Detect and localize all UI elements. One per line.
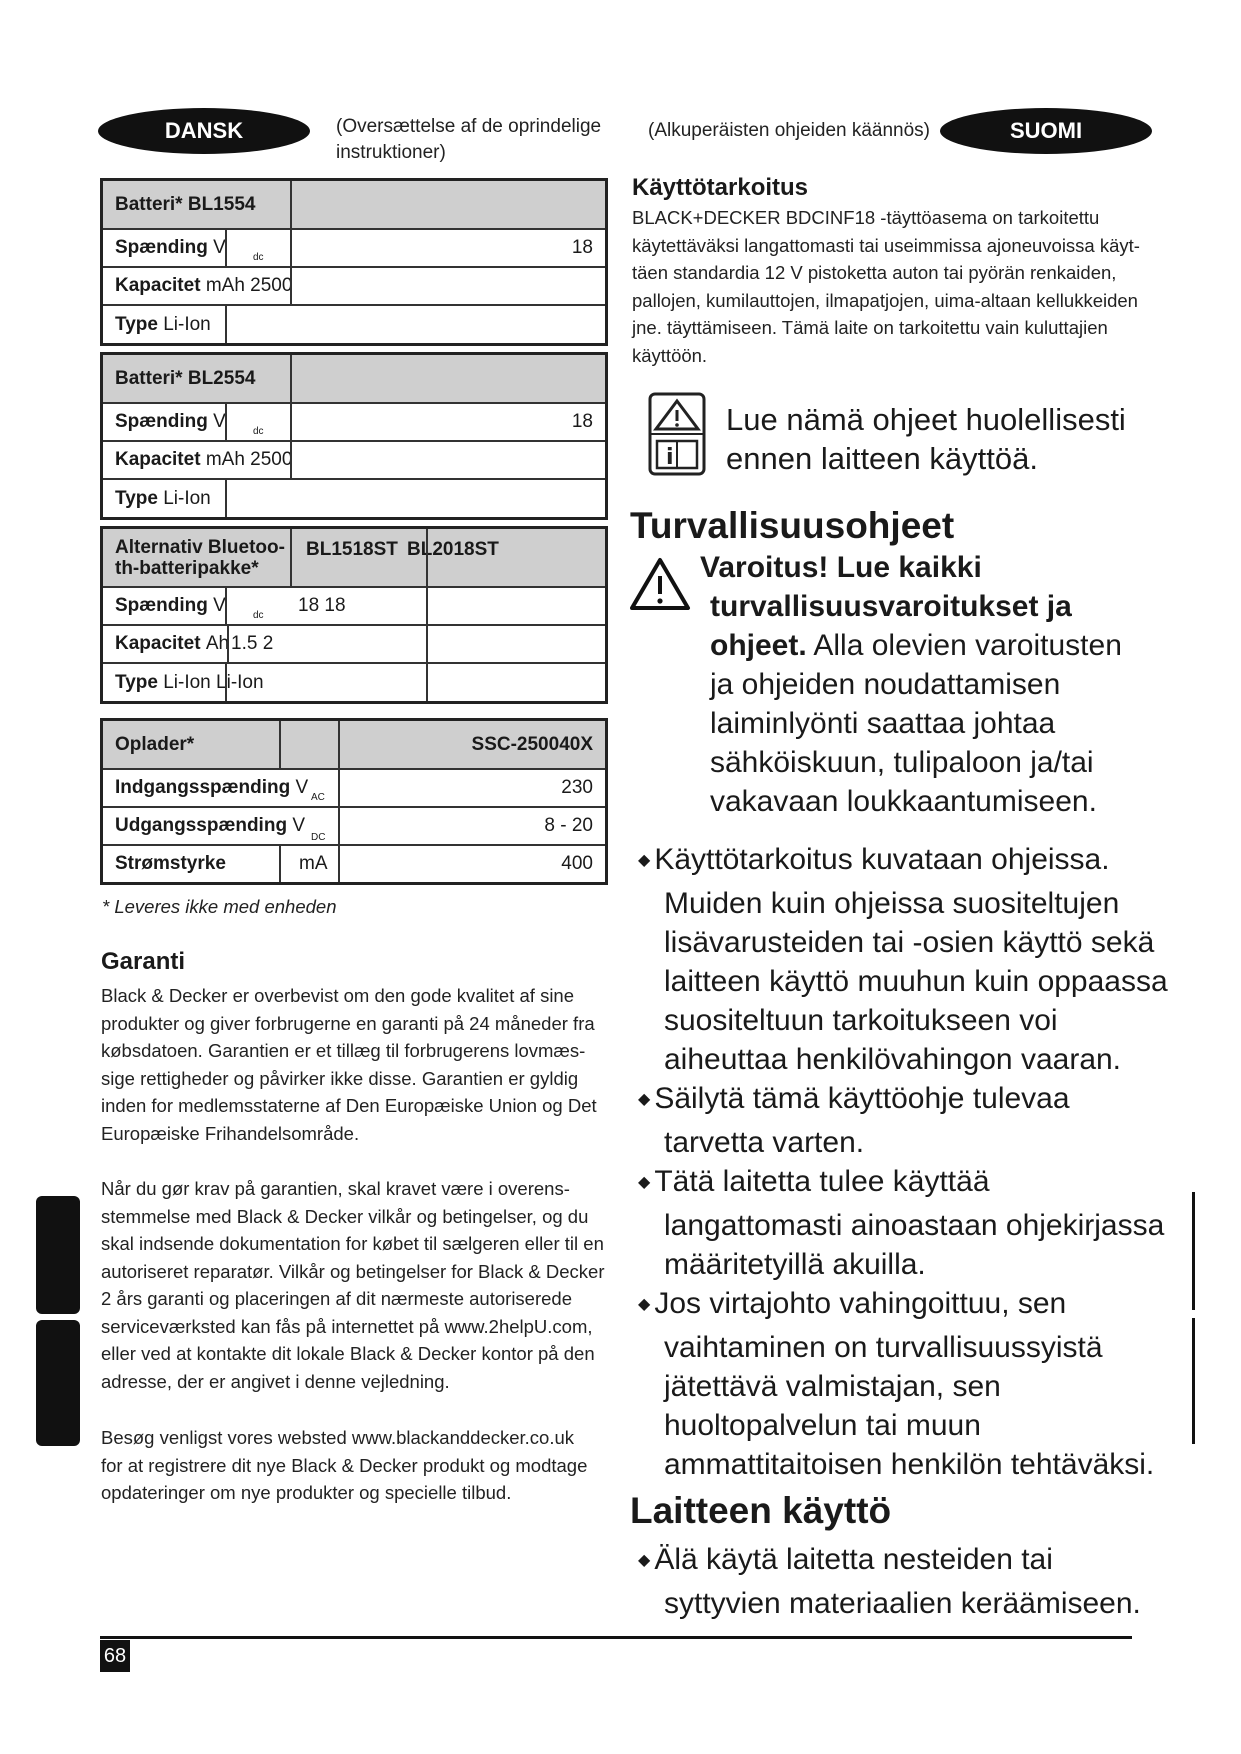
list-item: ◆ Käyttötarkoitus kuvataan ohjeissa. Muiden kuin ohjeissa suositeltujen lisävarusteiden tai -osien käyttö sekä laitteen käyttö muuhun kuin oppaassa suositeltuun tarkoitukseen voi aiheuttaa henkilövahingon vaaran. [638, 843, 1168, 1076]
table-row: Spænding V dc 18 18 [103, 586, 605, 624]
svg-text:i: i [666, 445, 674, 470]
turvallisuus-heading: Turvallisuusohjeet [630, 505, 955, 546]
page-number: 68 [100, 1640, 130, 1672]
bluetooth-battery-table [100, 526, 608, 704]
table-row: Kapacitet Ah 1.5 2 [103, 624, 605, 662]
table-row: Oplader* SSC-250040X [103, 721, 605, 768]
list-item: ◆ Säilytä tämä käyttöohje tulevaa tarvetta varten. [638, 1082, 1070, 1159]
lang-badge-suomi: SUOMI [940, 108, 1152, 154]
side-tab-upper [36, 1196, 80, 1314]
lang-badge-dansk: DANSK [98, 108, 310, 154]
kayttotarkoitus-paragraph: BLACK+DECKER BDCINF18 -täyttöasema on tarkoitettu käytettäväksi langattomasti tai useimmissa ajoneuvoissa käyt- täen standardia 12 V pistoketta auton tai pyörän renkaiden, pallojen, kumilauttojen, ilmapatjojen, uima-altaan kellukkeiden jne. täyttämiseen. Tämä laite on tarkoitettu vain kuluttajien käyttöön. [632, 207, 1140, 366]
bullet-icon: ◆ [638, 852, 651, 869]
safety-bullet-list [638, 840, 1168, 1484]
footnote: * Leveres ikke med enheden [102, 896, 337, 917]
charger-table [100, 718, 608, 885]
table-row: Type Li-Ion Li-Ion [103, 662, 605, 701]
table-row: Spænding V dc 18 [103, 228, 605, 266]
side-tab-lower [36, 1320, 80, 1446]
garanti-paragraph-3: Besøg venligst vores websted www.blackanddecker.co.uk for at registrere dit nye Black & Decker produkt og modtage opdateringer om nye produkter og specielle tilbud. [101, 1427, 588, 1503]
warning-triangle-icon [628, 556, 692, 612]
side-bar-upper [1192, 1192, 1195, 1310]
read-instructions-notice: Lue nämä ohjeet huolellisesti ennen laitteen käyttöä. [726, 402, 1126, 476]
table-row: Spænding V dc 18 [103, 402, 605, 440]
table-row: Type Li-Ion [103, 478, 605, 517]
table-row: Indgangsspænding V AC 230 [103, 768, 605, 806]
kayttotarkoitus-heading: Käyttötarkoitus [632, 174, 809, 201]
laitteen-kaytto-heading: Laitteen käyttö [630, 1490, 892, 1531]
table-row: Batteri* BL1554 [103, 181, 605, 228]
garanti-heading: Garanti [101, 948, 186, 975]
battery-table-bl1554 [100, 178, 608, 346]
table-row: Type Li-Ion [103, 304, 605, 343]
table-row: Kapacitet mAh 2500 [103, 440, 605, 478]
translation-note-danish: (Oversættelse af de oprindelige instruktioner) [336, 116, 602, 163]
laitteen-kaytto-list [638, 1540, 1141, 1623]
bullet-icon: ◆ [638, 1296, 651, 1313]
bullet-icon: ◆ [638, 1174, 651, 1191]
read-manual-warning-icon [648, 392, 706, 476]
table-row: Strømstyrke mA 400 [103, 844, 605, 882]
bullet-icon: ◆ [638, 1552, 651, 1569]
list-item: ◆ Jos virtajohto vahingoittuu, sen vaihtaminen on turvallisuussyistä jätettävä valmistajan, sen huoltopalvelun tai muun ammattitaitoisen henkilön tehtäväksi. [638, 1287, 1155, 1481]
translation-note-finnish: (Alkuperäisten ohjeiden käännös) [648, 120, 931, 141]
table-row: Alternativ Bluetoo- th-batteripakke* BL1518ST BL2018ST [103, 529, 605, 586]
warning-block: Varoitus! Lue kaikki turvallisuusvaroitukset ja ohjeet. Alla olevien varoitusten ja ohjeiden noudattamisen laiminlyönti saattaa johtaa sähköiskuun, tulipaloon ja/tai vakavaan loukkaantumiseen. [700, 551, 1122, 818]
list-item: ◆ Älä käytä laitetta nesteiden tai syttyvien materiaalien keräämiseen. [638, 1543, 1141, 1620]
garanti-paragraph-2: Når du gør krav på garantien, skal kravet være i overens- stemmelse med Black & Decker vilkår og betingelser, og du skal indsende dokumentation for købet til sælgeren eller til en autoriseret reparatør. Vilkår og betingelser for Black & Decker 2 års garanti og placeringen af dit nærmeste autoriserede serviceværksted kan fås på internettet på www.2helpU.com, eller ved at kontakte dit lokale Black & Decker kontor på den adresse, der er angivet i denne vejledning. [101, 1178, 605, 1392]
table-row: Udgangsspænding V DC 8 - 20 [103, 806, 605, 844]
footer-rule [100, 1636, 1132, 1639]
battery-table-bl2554 [100, 352, 608, 520]
table-row: Kapacitet mAh 2500 [103, 266, 605, 304]
list-item: ◆ Tätä laitetta tulee käyttää langattomasti ainoastaan ohjekirjassa määritetyillä akuilla. [638, 1165, 1165, 1281]
bullet-icon: ◆ [638, 1091, 651, 1108]
side-bar-lower [1192, 1318, 1195, 1444]
table-row: Batteri* BL2554 [103, 355, 605, 402]
garanti-paragraph-1: Black & Decker er overbevist om den gode kvalitet af sine produkter og giver forbrugerne en garanti på 24 måneder fra købsdatoen. Garantien er et tillæg til forbrugerens lovmæs- sige rettigheder og påvirker ikke disse. Garantien er gyldig inden for medlemsstaterne af Den Europæiske Union og Det Europæiske Frihandelsområde. [101, 985, 597, 1144]
